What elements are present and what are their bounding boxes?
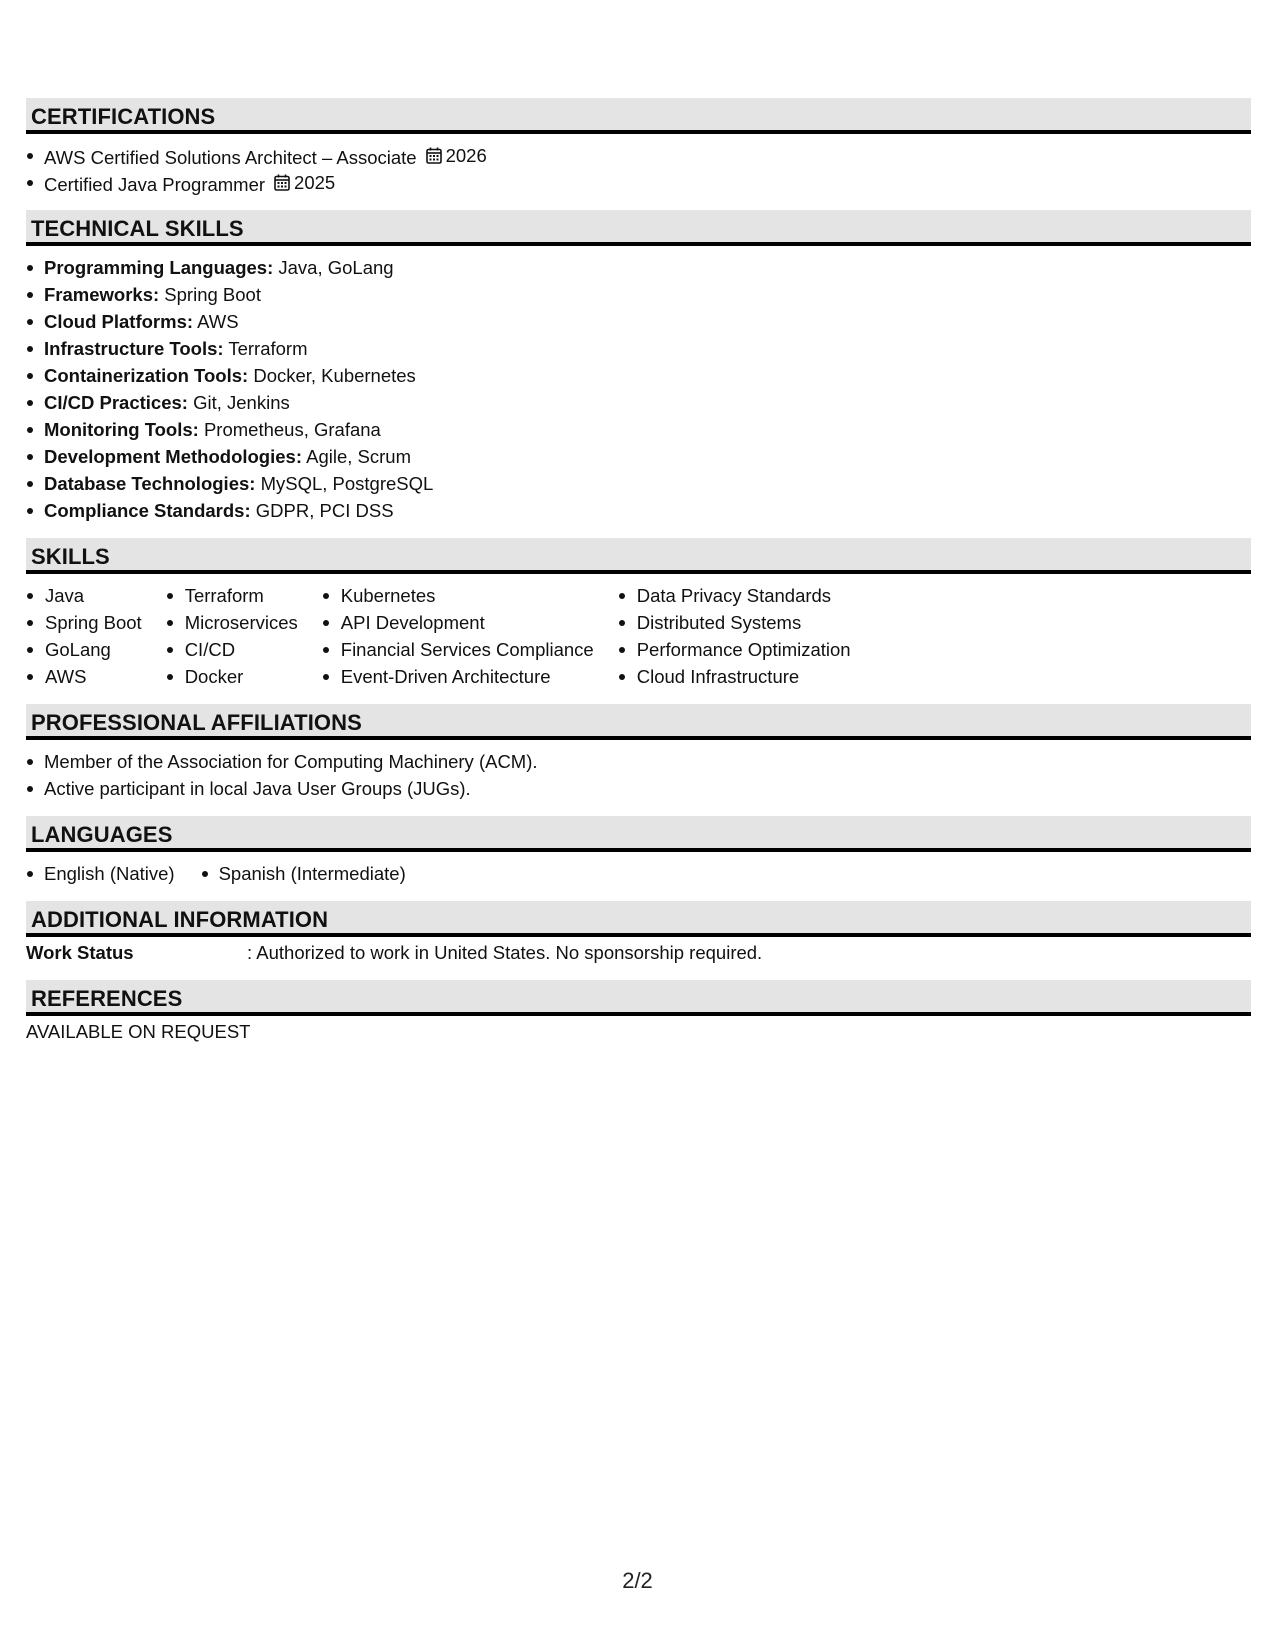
skill-values: MySQL, PostgreSQL — [255, 473, 434, 494]
certification-year: 2026 — [445, 145, 487, 166]
skill-category: Programming Languages: — [44, 257, 274, 278]
skill-category: Development Methodologies: — [44, 446, 302, 467]
section-heading: LANGUAGES — [26, 816, 1251, 852]
technical-skills-list — [26, 254, 1251, 524]
skills-column — [166, 582, 298, 690]
affiliations-section — [26, 704, 1251, 802]
list-item: English (Native) — [26, 860, 175, 887]
list-item — [26, 443, 1251, 470]
list-item: Terraform — [166, 582, 298, 609]
calendar-icon — [426, 147, 442, 164]
list-item: Java — [26, 582, 142, 609]
skill-category: Compliance Standards: — [44, 500, 251, 521]
list-item: Member of the Association for Computing Machinery (ACM). — [26, 748, 1251, 775]
skill-category: CI/CD Practices: — [44, 392, 188, 413]
references-section — [26, 980, 1251, 1045]
list-item: CI/CD — [166, 636, 298, 663]
skill-values: Terraform — [223, 338, 308, 359]
list-item — [26, 362, 1251, 389]
list-item: GoLang — [26, 636, 142, 663]
work-status-label: Work Status — [26, 942, 134, 963]
list-item: Kubernetes — [322, 582, 594, 609]
list-item: Financial Services Compliance — [322, 636, 594, 663]
list-item: Performance Optimization — [618, 636, 851, 663]
list-item: Data Privacy Standards — [618, 582, 851, 609]
skill-category: Monitoring Tools: — [44, 419, 199, 440]
affiliations-list — [26, 748, 1251, 802]
section-heading: REFERENCES — [26, 980, 1251, 1016]
list-item: API Development — [322, 609, 594, 636]
list-item — [26, 308, 1251, 335]
certification-name: AWS Certified Solutions Architect – Associate — [44, 147, 417, 168]
list-item — [26, 335, 1251, 362]
list-item: Spring Boot — [26, 609, 142, 636]
certifications-list — [26, 142, 1251, 196]
section-heading: CERTIFICATIONS — [26, 98, 1251, 134]
skill-category: Containerization Tools: — [44, 365, 249, 386]
list-item: Active participant in local Java User Groups (JUGs). — [26, 775, 1251, 802]
skill-values: Prometheus, Grafana — [198, 419, 381, 440]
list-item — [26, 254, 1251, 281]
languages-list — [26, 860, 1251, 887]
certification-year: 2025 — [294, 172, 336, 193]
page-number: 2/2 — [622, 1568, 653, 1593]
skills-grid — [26, 582, 1251, 690]
skill-values: AWS — [193, 311, 239, 332]
languages-section — [26, 816, 1251, 887]
list-item: Docker — [166, 663, 298, 690]
list-item: Spanish (Intermediate) — [201, 860, 406, 887]
list-item — [26, 470, 1251, 497]
skill-category: Cloud Platforms: — [44, 311, 194, 332]
list-item — [26, 281, 1251, 308]
list-item — [26, 416, 1251, 443]
section-heading: ADDITIONAL INFORMATION — [26, 901, 1251, 937]
skill-values: Agile, Scrum — [302, 446, 411, 467]
certifications-section — [26, 98, 1251, 196]
skill-values: Git, Jenkins — [187, 392, 290, 413]
section-heading: TECHNICAL SKILLS — [26, 210, 1251, 246]
skills-column — [322, 582, 594, 690]
skills-column — [26, 582, 142, 690]
work-status-value: : Authorized to work in United States. No sponsorship required. — [247, 942, 763, 963]
list-item — [26, 389, 1251, 416]
skill-category: Frameworks: — [44, 284, 160, 305]
technical-skills-section — [26, 210, 1251, 524]
list-item: Microservices — [166, 609, 298, 636]
skills-section — [26, 538, 1251, 690]
list-item: Distributed Systems — [618, 609, 851, 636]
skill-category: Infrastructure Tools: — [44, 338, 224, 359]
references-text: AVAILABLE ON REQUEST — [26, 1021, 251, 1042]
list-item: Cloud Infrastructure — [618, 663, 851, 690]
skill-values: Docker, Kubernetes — [248, 365, 416, 386]
skill-values: GDPR, PCI DSS — [250, 500, 394, 521]
section-heading: SKILLS — [26, 538, 1251, 574]
skill-values: Java, GoLang — [273, 257, 394, 278]
list-item — [26, 142, 1251, 169]
section-heading: PROFESSIONAL AFFILIATIONS — [26, 704, 1251, 740]
additional-info-section — [26, 901, 1251, 966]
skills-column — [618, 582, 851, 690]
resume-page — [26, 98, 1251, 1059]
skill-category: Database Technologies: — [44, 473, 256, 494]
list-item — [26, 169, 1251, 196]
certification-name: Certified Java Programmer — [44, 174, 266, 195]
list-item — [26, 497, 1251, 524]
list-item: AWS — [26, 663, 142, 690]
list-item: Event-Driven Architecture — [322, 663, 594, 690]
skill-values: Spring Boot — [159, 284, 261, 305]
calendar-icon — [274, 174, 290, 191]
work-status-row — [26, 937, 1251, 966]
